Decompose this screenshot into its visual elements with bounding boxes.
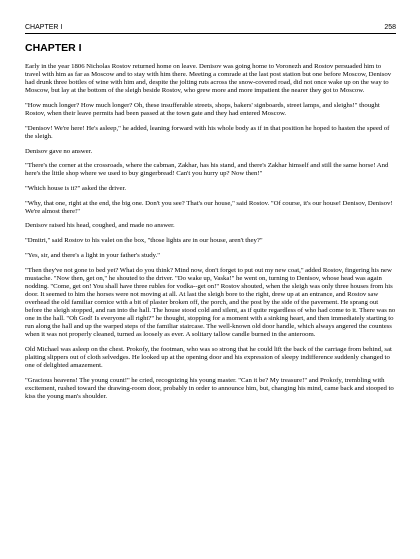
paragraph: "There's the corner at the crossroads, where the cabman, Zakhar, has his stand, and there's Zakhar himself and still the same horse! And here's the little shop where we used to buy gingerbread! Can't you hurry up? Now then!" xyxy=(25,162,389,178)
paragraph: "Why, that one, right at the end, the big one. Don't you see? That's our house," said Rostov. "Of course, it's our house! Denisov, Denisov! We're almost there!" xyxy=(25,199,393,215)
paragraph: "Which house is it?" asked the driver. xyxy=(25,185,127,192)
paragraph: Denisov raised his head, coughed, and made no answer. xyxy=(25,222,175,230)
body-text xyxy=(25,63,396,401)
paragraph: "Gracious heavens! The young count!" he cried, recognizing his young master. "Can it be? My treasure!" and Prokofy, trembling with excitement, rushed toward the drawing-room door, probably in order to announce him, but, changing his mind, came back and stooped to kiss the young man's shoulder. xyxy=(25,376,394,401)
paragraph: "Dmitri," said Rostov to his valet on the box, "those lights are in our house, aren't they?" xyxy=(25,237,263,245)
paragraph: Early in the year 1806 Nicholas Rostov returned home on leave. Denisov was going home to Voronezh and Rostov persuaded him to travel with him as far as Moscow and to stay with him there. Meeting a comrade at the last post station but one before Moscow, Denisov had drunk three bottles of wine with him and, despite the jolting ruts across the snow-covered road, did not once wake up on the way to Moscow, but lay at the bottom of the sleigh beside Rostov, who grew more and more impatient the nearer they got to Moscow. xyxy=(25,63,392,95)
paragraph: "How much longer? How much longer? Oh, these insufferable streets, shops, bakers' signboards, street lamps, and sleighs!" thought Rostov, when their leave permits had been passed at the town gate and they had entered Moscow. xyxy=(25,101,380,118)
page-number: 258 xyxy=(384,24,396,31)
paragraph: "Yes, sir, and there's a light in your father's study." xyxy=(25,251,161,259)
chapter-title: CHAPTER I xyxy=(25,42,82,54)
running-header-chapter: CHAPTER I xyxy=(25,24,63,31)
paragraph: "Denisov! We're here! He's asleep," he added, leaning forward with his whole body as if in that position he hoped to hasten the speed of the sleigh. xyxy=(25,124,390,140)
paragraph: Old Michael was asleep on the chest. Prokofy, the footman, who was so strong that he could lift the back of the carriage from behind, sat plaiting slippers out of cloth selvedges. He looked up at the opening door and his expression of sleepy indifference suddenly changed to one of delighted amazement. xyxy=(25,345,392,370)
running-header xyxy=(25,0,396,32)
paragraph: "Then they've not gone to bed yet? What do you think? Mind now, don't forget to put out my new coat," added Rostov, fingering his new mustache. "Now then, get on," he shouted to the driver. "Do wake up, Vaska!" he went on, turning to Denisov, whose head was again nodding. "Come, get on! You shall have three rubles for vodka--get on!" Rostov shouted, when the sleigh was only three houses from his door. It seemed to him the horses were not moving at all. At last the sleigh bore to the right, drew up at an entrance, and Rostov saw overhead the old familiar cornice with a bit of plaster broken off, the porch, and the post by the side of the pavement. He sprang out before the sleigh stopped, and ran into the hall. The house stood cold and silent, as if quite regardless of who had come to it. There was no one in the hall. "Oh God! Is everyone all right?" he thought, stopping for a moment with a sinking heart, and then immediately starting to run along the hall and up the warped steps of the familiar staircase. The well-known old door handle, which always angered the countess when it was not properly cleaned, turned as loosely as ever. A solitary tallow candle burned in the anteroom. xyxy=(25,266,396,339)
paragraph: Denisov gave no answer. xyxy=(25,147,93,155)
header-rule xyxy=(25,33,396,34)
